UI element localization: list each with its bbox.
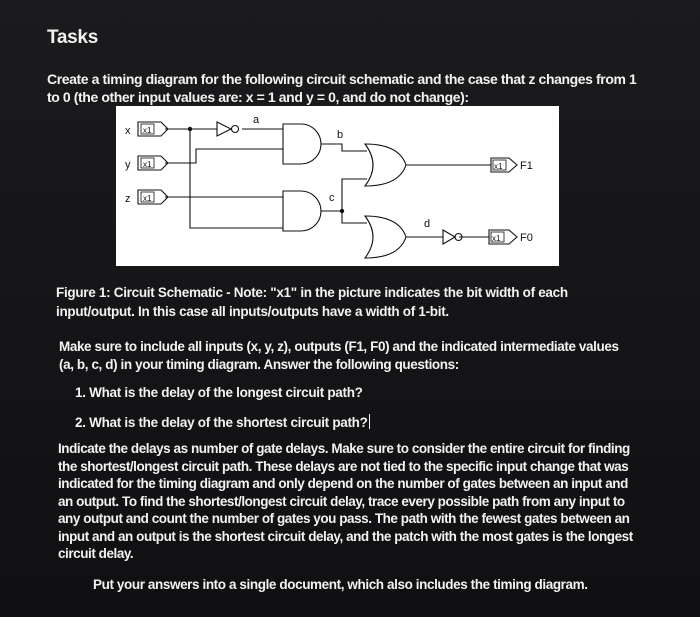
output-f0-width: x1 [492, 234, 501, 243]
signal-d-label: d [424, 218, 431, 230]
signal-a-label: a [253, 114, 260, 126]
task-intro: Create a timing diagram for the following circuit schematic and the case that z changes from 1 to 0 (the other input values are: x = 1 and y = 0, and do not change): [47, 71, 637, 105]
input-y-width: x1 [143, 160, 152, 169]
circuit-schematic [116, 106, 559, 266]
text-cursor [369, 414, 370, 429]
delay-instructions: Indicate the delays as number of gate delays. Make sure to consider the entire circuit for finding the shortest/longest circuit path. These delays are not tied to the specific input change that was indicated for the timing diagram and only depend on the number of gates between an input and an output. To find the shortest/longest circuit delay, trace every possible path from any input to any output and count the number of gates you pass. The path with the fewest gates between an input and an output is the shortest circuit delay, and the patch with the most gates is the longest circuit delay. [58, 441, 633, 561]
question-2-number: 2. [75, 415, 86, 430]
signal-c-label: c [329, 192, 335, 204]
question-1-text: What is the delay of the longest circuit path? [89, 385, 363, 400]
output-f0-label: F0 [520, 232, 533, 244]
input-x-width: x1 [143, 126, 152, 135]
question-1 [75, 385, 363, 400]
question-2-text: What is the delay of the shortest circuit path? [89, 415, 368, 430]
input-z-width: x1 [143, 194, 152, 203]
output-f1-label: F1 [520, 160, 533, 172]
input-z-label: z [125, 193, 131, 205]
figure-caption-label: Figure 1: [56, 285, 111, 300]
figure-caption [56, 283, 646, 321]
question-2 [75, 414, 370, 430]
instructions-paragraph: Make sure to include all inputs (x, y, z), outputs (F1, F0) and the indicated intermediate values (a, b, c, d) in your timing diagram. Answer the following questions: [59, 339, 619, 372]
input-x-label: x [125, 125, 131, 137]
output-f1-width: x1 [494, 162, 503, 171]
question-1-number: 1. [75, 385, 86, 400]
signal-b-label: b [337, 129, 344, 141]
submission-note: Put your answers into a single document, which also includes the timing diagram. [93, 577, 588, 592]
figure-caption-text: Circuit Schematic - Note: "x1" in the picture indicates the bit width of each input/output. In this case all inputs/outputs have a width of 1-bit. [56, 285, 568, 319]
page-title: Tasks [47, 27, 98, 48]
input-y-label: y [125, 159, 131, 171]
